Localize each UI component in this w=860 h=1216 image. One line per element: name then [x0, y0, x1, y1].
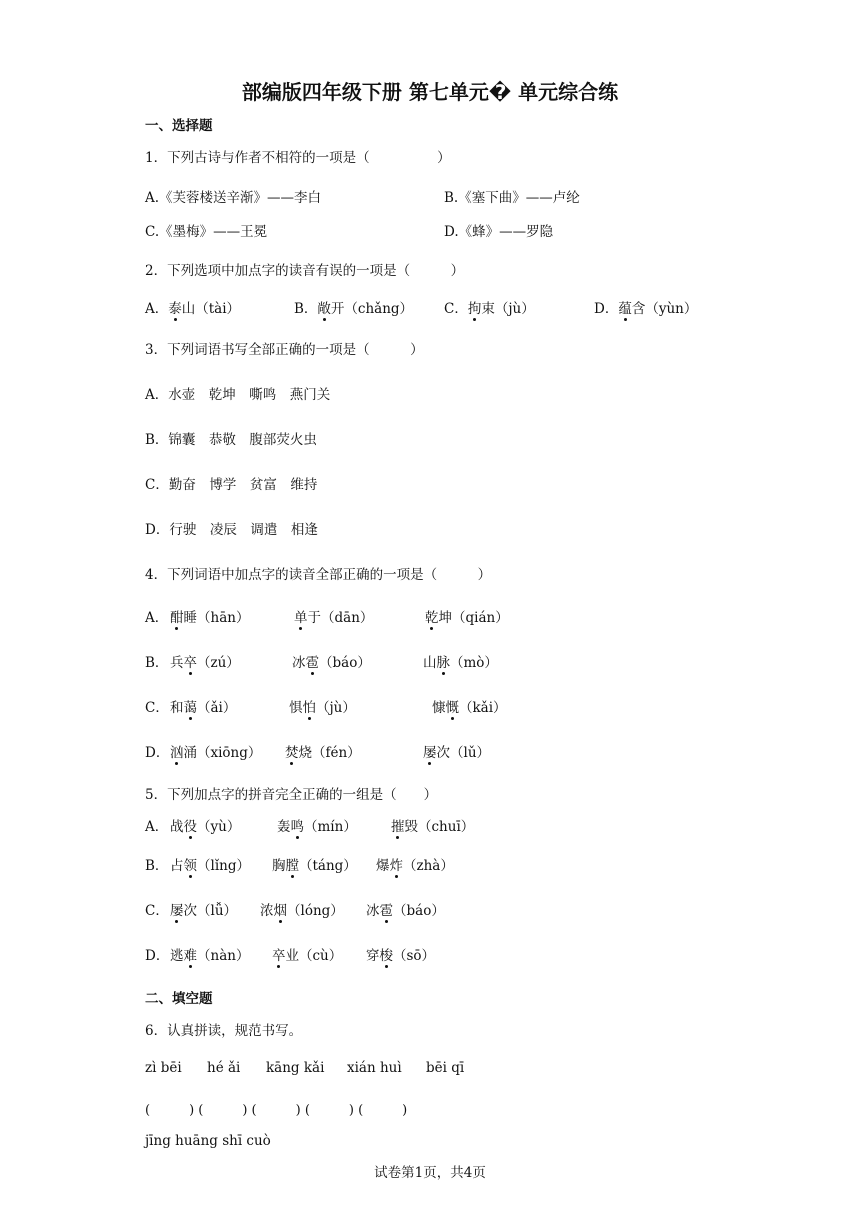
char: 慷 [432, 700, 446, 716]
q3-option-c: C．勤奋 博学 贫富 维持 [145, 477, 318, 493]
dotted-char: 蔼 [184, 696, 198, 716]
q5-item [376, 854, 454, 874]
q5-item [170, 815, 240, 835]
dotted-char: 脉 [437, 651, 451, 671]
option-text: （kǎi） [459, 700, 507, 716]
q4-item [432, 696, 507, 716]
option-text: （lóng） [287, 903, 344, 919]
q5-item [366, 944, 435, 964]
option-label: A． [145, 301, 169, 317]
dotted-char: 难 [184, 944, 198, 964]
q5-item [272, 854, 357, 874]
q5-row-label: D． [145, 948, 170, 964]
pinyin-row-2: jīng huāng shī cuò [145, 1133, 271, 1149]
dotted-char: 敞 [317, 297, 331, 317]
char: 爆 [376, 858, 390, 874]
q5-item [272, 944, 342, 964]
char: 兵 [170, 655, 184, 671]
char: 冰 [366, 903, 380, 919]
q4-row-label: A． [145, 610, 169, 626]
q4-row-label: C． [145, 700, 169, 716]
q1-option-d: D.《蜂》——罗隐 [444, 224, 554, 240]
q4-item [170, 696, 236, 716]
q4-row-label: B． [145, 655, 169, 671]
option-label: C． [444, 301, 468, 317]
dotted-char: 慨 [446, 696, 460, 716]
dotted-char: 卒 [184, 651, 198, 671]
pinyin-4: xián huì [347, 1060, 402, 1076]
option-text: （nàn） [197, 948, 250, 964]
option-text: 束（jù） [481, 301, 535, 317]
char: 惧 [289, 700, 303, 716]
q4-row-label: D． [145, 745, 170, 761]
q5-row-label: A． [145, 819, 169, 835]
dotted-char: 屡 [423, 741, 437, 761]
dotted-char: 烟 [274, 899, 288, 919]
question-5-stem: 5．下列加点字的拼音完全正确的一组是（ ） [145, 787, 438, 803]
dotted-char: 单 [294, 606, 308, 626]
dotted-char: 膛 [286, 854, 300, 874]
q1-option-a: A.《芙蓉楼送辛渐》——李白 [145, 190, 322, 206]
dotted-char: 役 [184, 815, 198, 835]
option-text: （mín） [304, 819, 357, 835]
pinyin-5: bēi qī [426, 1060, 465, 1076]
option-label: D． [594, 301, 619, 317]
q5-item [170, 854, 250, 874]
answer-blanks[interactable]: ( ) ( ) ( ) ( ) ( ) [145, 1103, 408, 1118]
dotted-char: 拘 [468, 297, 482, 317]
dotted-char: 酣 [170, 606, 184, 626]
q5-item [366, 899, 445, 919]
q2-option-d [594, 297, 697, 317]
option-text: （lǐng） [197, 858, 250, 874]
page-title: 部编版四年级下册 第七单元� 单元综合练 [241, 80, 619, 104]
question-6-stem: 6．认真拼读，规范书写。 [145, 1023, 303, 1039]
char: 战 [170, 819, 184, 835]
q4-item [423, 651, 498, 671]
dotted-char: 汹 [170, 741, 184, 761]
q4-item [285, 741, 361, 761]
q4-item [425, 606, 509, 626]
dotted-char: 泰 [168, 297, 182, 317]
q4-item [289, 696, 356, 716]
option-text: 次（lǔ） [436, 745, 491, 761]
question-2-stem: 2．下列选项中加点字的读音有误的一项是（ ） [145, 263, 465, 279]
q2-option-c [444, 297, 535, 317]
q5-item [260, 899, 344, 919]
option-text: 含（yùn） [631, 301, 698, 317]
option-text: （ǎi） [197, 700, 237, 716]
q4-item [423, 741, 490, 761]
pinyin-2: hé ǎi [207, 1060, 241, 1076]
option-text: （mò） [450, 655, 498, 671]
q4-item [292, 651, 371, 671]
dotted-char: 雹 [380, 899, 394, 919]
section-heading-choice: 一、选择题 [145, 118, 213, 134]
q3-option-a: A．水壶 乾坤 嘶鸣 燕门关 [145, 387, 331, 403]
dotted-char: 鸣 [291, 815, 305, 835]
dotted-char: 领 [184, 854, 198, 874]
option-text: 睡（hān） [183, 610, 250, 626]
dotted-char: 蕴 [618, 297, 632, 317]
option-label: B． [294, 301, 318, 317]
q3-option-b: B．锦囊 恭敬 腹部荧火虫 [145, 432, 317, 448]
option-text: （jù） [316, 700, 356, 716]
dotted-char: 乾 [425, 606, 439, 626]
page-footer: 试卷第1页，共4页 [374, 1165, 486, 1181]
q2-option-b [294, 297, 413, 317]
dotted-char: 怕 [303, 696, 317, 716]
q5-row-label: B． [145, 858, 169, 874]
q5-item [170, 944, 249, 964]
q3-option-d: D．行驶 凌辰 调遣 相逢 [145, 522, 318, 538]
option-text: 山（tài） [181, 301, 241, 317]
char: 山 [423, 655, 437, 671]
dotted-char: 雹 [306, 651, 320, 671]
dotted-char: 卒 [272, 944, 286, 964]
char: 胸 [272, 858, 286, 874]
option-text: 坤（qián） [438, 610, 509, 626]
q4-item [294, 606, 373, 626]
pinyin-1: zì bēi [145, 1060, 182, 1076]
char: 和 [170, 700, 184, 716]
char: 穿 [366, 948, 380, 964]
option-text: （zú） [197, 655, 240, 671]
option-text: （zhà） [403, 858, 454, 874]
q5-item [170, 899, 237, 919]
option-text: 涌（xiōng） [183, 745, 262, 761]
pinyin-3: kāng kǎi [266, 1060, 325, 1076]
dotted-char: 炸 [390, 854, 404, 874]
option-text: （báo） [393, 903, 445, 919]
option-text: 开（chǎng） [330, 301, 414, 317]
option-text: 毁（chuī） [404, 819, 475, 835]
q2-option-a [145, 297, 240, 317]
char: 逃 [170, 948, 184, 964]
dotted-char: 梭 [380, 944, 394, 964]
option-text: （yù） [197, 819, 241, 835]
q5-item [277, 815, 357, 835]
char: 占 [170, 858, 184, 874]
option-text: 次（lǚ） [183, 903, 238, 919]
option-text: 业（cù） [285, 948, 343, 964]
option-text: 于（dān） [307, 610, 374, 626]
dotted-char: 焚 [285, 741, 299, 761]
dotted-char: 摧 [391, 815, 405, 835]
char: 冰 [292, 655, 306, 671]
q1-option-b: B.《塞下曲》——卢纶 [444, 190, 580, 206]
q4-item [170, 651, 240, 671]
q4-item [170, 741, 261, 761]
option-text: 烧（fén） [298, 745, 361, 761]
char: 浓 [260, 903, 274, 919]
question-1-stem: 1．下列古诗与作者不相符的一项是（ ） [145, 150, 451, 166]
q5-row-label: C． [145, 903, 169, 919]
question-3-stem: 3．下列词语书写全部正确的一项是（ ） [145, 342, 424, 358]
char: 轰 [277, 819, 291, 835]
q1-option-c: C.《墨梅》——王冕 [145, 224, 268, 240]
section-heading-fill: 二、填空题 [145, 991, 213, 1007]
q5-item [391, 815, 474, 835]
option-text: （báo） [319, 655, 371, 671]
question-4-stem: 4．下列词语中加点字的读音全部正确的一项是（ ） [145, 567, 492, 583]
option-text: （sō） [393, 948, 436, 964]
q4-item [170, 606, 249, 626]
option-text: （táng） [299, 858, 357, 874]
dotted-char: 屡 [170, 899, 184, 919]
